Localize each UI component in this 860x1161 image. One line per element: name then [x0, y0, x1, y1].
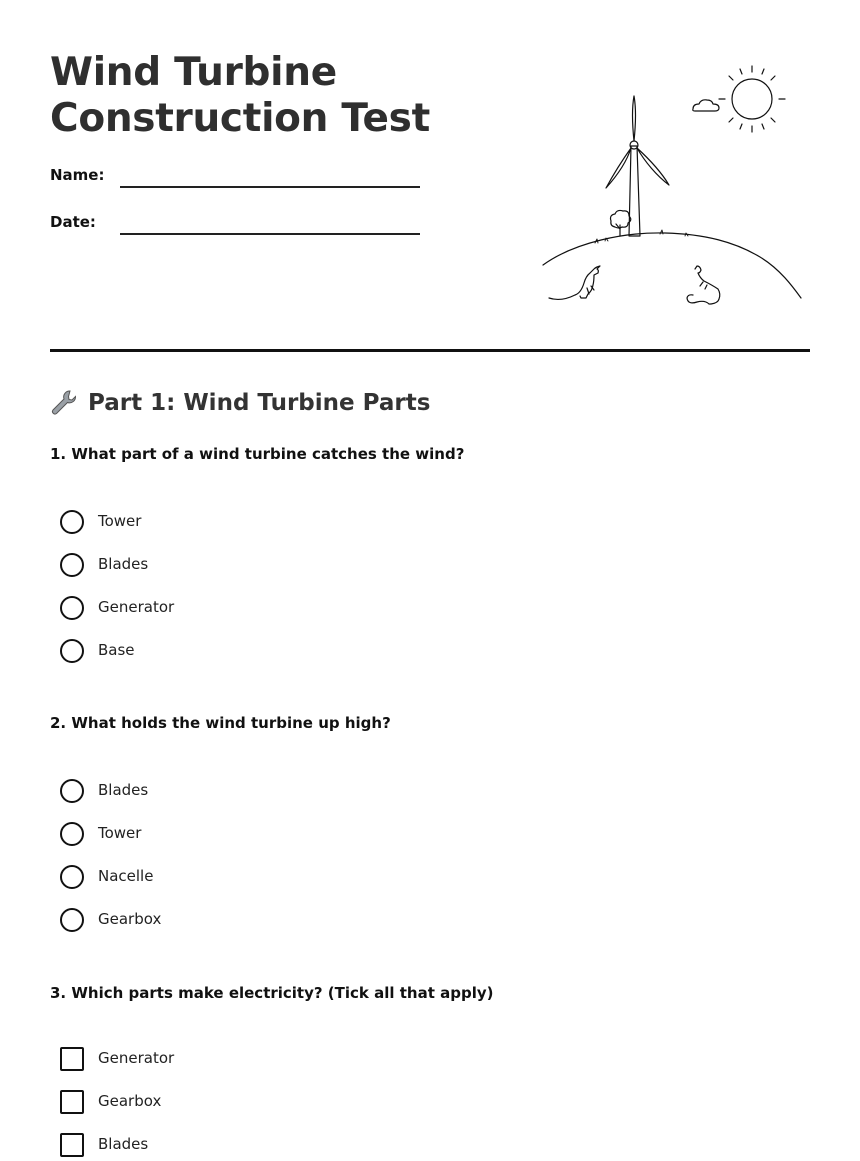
radio-button[interactable]: [60, 510, 84, 534]
date-field[interactable]: [50, 213, 430, 239]
header-divider: [50, 349, 810, 352]
kangaroo-icon: [549, 266, 600, 299]
question-1: 1. What part of a wind turbine catches the wind?: [50, 445, 465, 463]
option-label: Tower: [98, 512, 142, 530]
kangaroo-icon-2: [687, 266, 720, 304]
date-label: Date:: [50, 213, 96, 231]
option-label: Blades: [98, 1135, 149, 1153]
option-label: Nacelle: [98, 867, 154, 885]
title-line-2: Construction Test: [50, 96, 430, 141]
part-1-heading: [50, 388, 430, 418]
sun-icon: [719, 66, 785, 132]
name-label: Name:: [50, 166, 105, 184]
name-field[interactable]: [50, 166, 430, 192]
q1-option-blades[interactable]: [60, 552, 149, 578]
radio-button[interactable]: [60, 553, 84, 577]
option-label: Tower: [98, 824, 142, 842]
q2-option-nacelle[interactable]: [60, 864, 154, 890]
q3-option-generator[interactable]: [60, 1046, 175, 1072]
checkbox[interactable]: [60, 1090, 84, 1114]
radio-button[interactable]: [60, 822, 84, 846]
radio-button[interactable]: [60, 779, 84, 803]
title-line-1: Wind Turbine: [50, 50, 337, 95]
checkbox[interactable]: [60, 1047, 84, 1071]
wind-turbine-icon: [606, 96, 669, 236]
date-answer-line[interactable]: [120, 233, 420, 235]
q1-option-tower[interactable]: [60, 509, 142, 535]
radio-button[interactable]: [60, 908, 84, 932]
wind-turbine-illustration: [535, 62, 815, 322]
option-label: Gearbox: [98, 1092, 162, 1110]
test-title: [50, 50, 430, 142]
q1-option-base[interactable]: [60, 638, 135, 664]
option-label: Blades: [98, 781, 149, 799]
option-label: Blades: [98, 555, 149, 573]
option-label: Generator: [98, 1049, 175, 1067]
q2-option-tower[interactable]: [60, 821, 142, 847]
question-3: 3. Which parts make electricity? (Tick all that apply): [50, 984, 494, 1002]
wrench-icon: [50, 388, 80, 418]
option-label: Base: [98, 641, 135, 659]
option-label: Generator: [98, 598, 175, 616]
question-2: 2. What holds the wind turbine up high?: [50, 714, 391, 732]
name-answer-line[interactable]: [120, 186, 420, 188]
radio-button[interactable]: [60, 596, 84, 620]
q2-option-blades[interactable]: [60, 778, 149, 804]
q3-option-gearbox[interactable]: [60, 1089, 162, 1115]
tree-icon: [611, 210, 631, 236]
part-1-title: Part 1: Wind Turbine Parts: [88, 390, 431, 416]
q3-option-blades[interactable]: [60, 1132, 149, 1158]
radio-button[interactable]: [60, 639, 84, 663]
option-label: Gearbox: [98, 910, 162, 928]
radio-button[interactable]: [60, 865, 84, 889]
checkbox[interactable]: [60, 1133, 84, 1157]
q2-option-gearbox[interactable]: [60, 907, 162, 933]
cloud-icon: [693, 100, 719, 111]
q1-option-generator[interactable]: [60, 595, 175, 621]
